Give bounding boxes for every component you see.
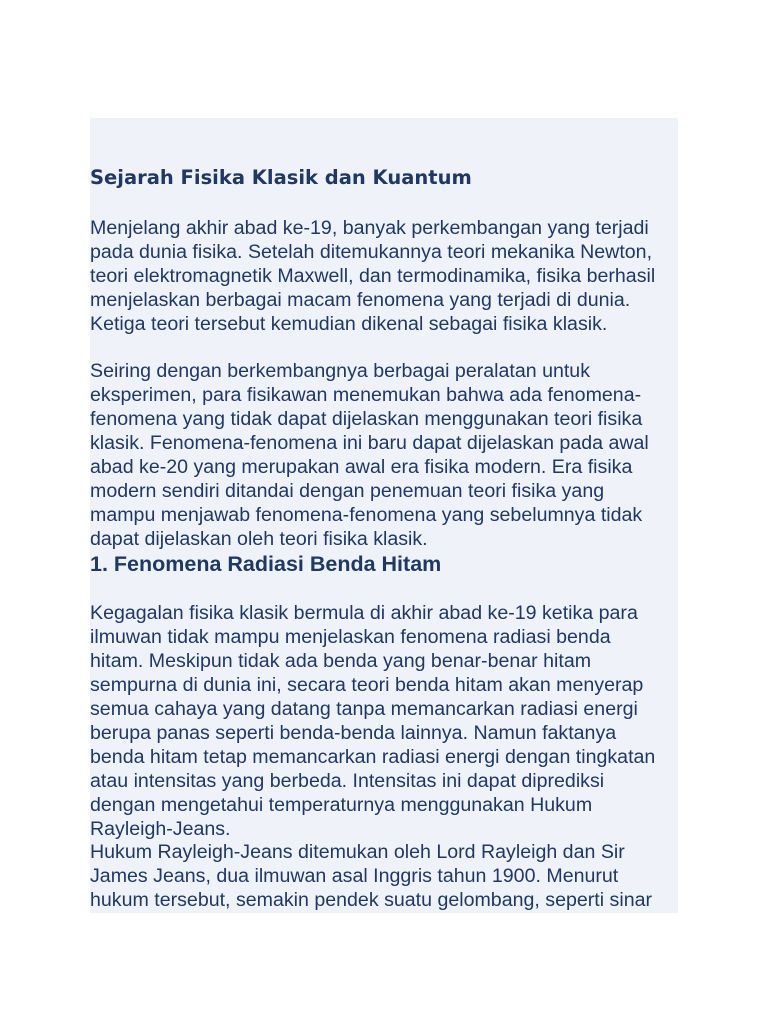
document-content (90, 118, 678, 913)
text-line: teori elektromagnetik Maxwell, dan termodinamika, fisika berhasil (90, 265, 656, 287)
text-line: Hukum Rayleigh-Jeans ditemukan oleh Lord Rayleigh dan Sir (90, 841, 625, 863)
paragraph-black-body (90, 601, 678, 841)
section-heading: 1. Fenomena Radiasi Benda Hitam (90, 552, 442, 576)
text-line: dapat dijelaskan oleh teori fisika klasik. (90, 528, 428, 550)
text-line: hukum tersebut, semakin pendek suatu gelombang, seperti sinar (90, 889, 653, 911)
document-title: Sejarah Fisika Klasik dan Kuantum (90, 166, 472, 189)
text-line: modern sendiri ditandai dengan penemuan teori fisika yang (90, 480, 605, 502)
text-line: mampu menjawab fenomena-fenomena yang sebelumnya tidak (90, 504, 643, 526)
paragraph-intro (90, 216, 678, 336)
text-line: Rayleigh-Jeans. (90, 818, 231, 840)
text-line: eksperimen, para fisikawan menemukan bahwa ada fenomena- (90, 384, 642, 406)
text-line: sempurna di dunia ini, secara teori benda hitam akan menyerap (90, 674, 644, 696)
paragraph-rayleigh-jeans (90, 840, 678, 912)
text-line: semua cahaya yang datang tanpa memancarkan radiasi energi (90, 698, 638, 720)
text-line: dengan mengetahui temperaturnya menggunakan Hukum (90, 794, 593, 816)
text-line: Seiring dengan berkembangnya berbagai peralatan untuk (90, 360, 591, 382)
text-line: atau intensitas yang berbeda. Intensitas ini dapat diprediksi (90, 770, 605, 792)
text-line: ilmuwan tidak mampu menjelaskan fenomena radiasi benda (90, 626, 611, 648)
text-line: berupa panas seperti benda-benda lainnya. Namun faktanya (90, 722, 617, 744)
text-line: pada dunia fisika. Setelah ditemukannya teori mekanika Newton, (90, 241, 653, 263)
text-line: Kegagalan fisika klasik bermula di akhir abad ke-19 ketika para (90, 602, 638, 624)
paragraph-modern-physics (90, 359, 678, 551)
text-line: abad ke-20 yang merupakan awal era fisika modern. Era fisika (90, 456, 633, 478)
text-line: Menjelang akhir abad ke-19, banyak perkembangan yang terjadi (90, 217, 649, 239)
text-line: klasik. Fenomena-fenomena ini baru dapat dijelaskan pada awal (90, 432, 649, 454)
text-line: hitam. Meskipun tidak ada benda yang benar-benar hitam (90, 650, 592, 672)
text-line: Ketiga teori tersebut kemudian dikenal sebagai fisika klasik. (90, 313, 608, 335)
text-line: James Jeans, dua ilmuwan asal Inggris tahun 1900. Menurut (90, 865, 619, 887)
text-line: fenomena yang tidak dapat dijelaskan menggunakan teori fisika (90, 408, 643, 430)
text-line: benda hitam tetap memancarkan radiasi energi dengan tingkatan (90, 746, 656, 768)
text-line: menjelaskan berbagai macam fenomena yang terjadi di dunia. (90, 289, 631, 311)
